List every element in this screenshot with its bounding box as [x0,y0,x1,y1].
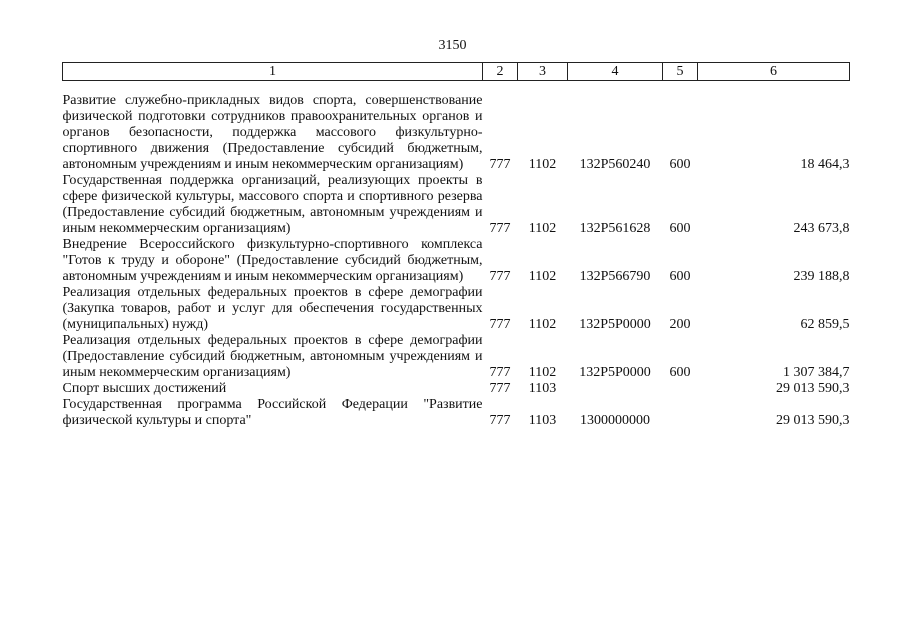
row-description: Государственная поддержка организаций, реализующих проекты в сфере физической культуры, массового спорта и спортивного резерва (Предоставление субсидий бюджетным, автономным учреждениям и иным некоммерческим организациям) [62,173,483,236]
row-description: Реализация отдельных федеральных проектов в сфере демографии (Закупка товаров, работ и услуг для обеспечения государственных (муниципальных) нужд) [62,285,483,332]
row-ministry: 777 [489,413,511,428]
table-row [63,333,850,381]
row-amount: 18 464,3 [800,157,850,172]
row-section: 1102 [528,157,557,172]
row-target: 132P5P0000 [579,365,651,380]
row-amount: 29 013 590,3 [776,413,850,428]
row-target: 132P561628 [579,221,651,236]
table-row [63,397,850,429]
row-description: Развитие служебно-прикладных видов спорта, совершенствование физической подготовки сотрудников правоохранительных органов и органов безопасности, поддержка массового физкультурно-спортивного движения (Предоставление субсидий бюджетным, автономным учреждениям и иным некоммерческим организациям) [62,93,483,172]
row-section: 1103 [528,381,557,396]
row-type: 200 [669,317,691,332]
row-section: 1102 [528,221,557,236]
table-row [63,285,850,333]
budget-table [62,62,850,429]
row-type: 600 [669,269,691,284]
row-amount: 243 673,8 [793,221,850,236]
row-description: Внедрение Всероссийского физкультурно-спортивного комплекса "Готов к труду и обороне" (Предоставление субсидий бюджетным, автономным учреждениям и иным некоммерческим организациям) [62,237,483,284]
table-row [63,237,850,285]
column-header-4: 4 [568,63,663,81]
row-ministry: 777 [489,157,511,172]
table-row [63,381,850,397]
header-row [63,63,850,81]
row-section: 1103 [528,413,557,428]
row-amount: 62 859,5 [800,317,850,332]
row-ministry: 777 [489,221,511,236]
row-ministry: 777 [489,365,511,380]
row-description: Государственная программа Российской Федерации "Развитие физической культуры и спорта" [62,397,483,428]
table-body [63,81,850,430]
row-target: 132P5P0000 [579,317,651,332]
row-amount: 239 188,8 [793,269,850,284]
column-header-5: 5 [663,63,698,81]
table-row [63,81,850,174]
row-target: 132P560240 [579,157,651,172]
row-description: Реализация отдельных федеральных проектов в сфере демографии (Предоставление субсидий бюджетным, автономным учреждениям и иным некоммерческим организациям) [62,333,483,380]
row-target [568,381,663,397]
row-type [663,397,698,429]
row-type: 600 [669,221,691,236]
row-ministry: 777 [489,269,511,284]
table-row [63,173,850,237]
row-target: 132P566790 [579,269,651,284]
row-section: 1102 [528,317,557,332]
column-header-6: 6 [698,63,850,81]
row-target: 1300000000 [580,413,650,428]
column-header-2: 2 [483,63,518,81]
row-type [663,381,698,397]
row-amount: 29 013 590,3 [776,381,850,396]
row-amount: 1 307 384,7 [783,365,850,380]
row-section: 1102 [528,365,557,380]
page-number: 3150 [438,38,467,53]
row-ministry: 777 [489,317,511,332]
row-type: 600 [669,365,691,380]
column-header-3: 3 [518,63,568,81]
row-description: Спорт высших достижений [62,381,227,396]
column-header-1: 1 [63,63,483,81]
row-section: 1102 [528,269,557,284]
row-type: 600 [669,157,691,172]
row-ministry: 777 [489,381,511,396]
table-header [63,63,850,81]
